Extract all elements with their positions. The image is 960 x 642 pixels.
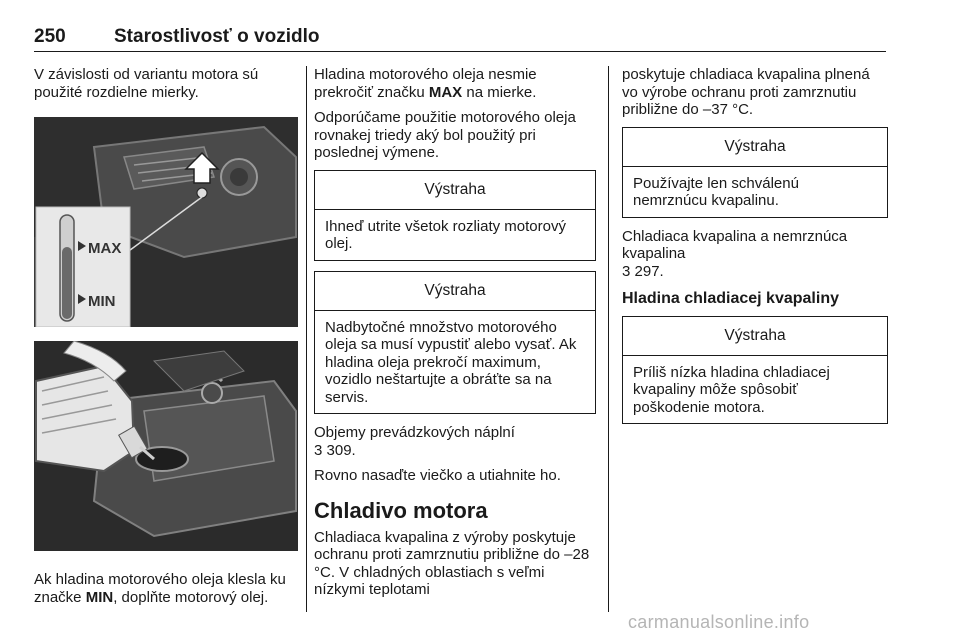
capacities-text: Objemy prevádzkových náplní bbox=[314, 424, 515, 441]
warning-body: Príliš nízka hladina chladiacej kvapaliny môže spôsobiť poškodenie motora. bbox=[633, 363, 830, 416]
intro-text: V závislosti od variantu motora sú použité rozdielne mierky. bbox=[34, 66, 259, 101]
dipstick-illustration bbox=[34, 117, 298, 327]
column-middle bbox=[314, 66, 596, 607]
column-left bbox=[34, 66, 300, 614]
column-divider bbox=[608, 66, 609, 612]
cap-instruction-text: Rovno nasaďte viečko a utiahnite ho. bbox=[314, 467, 561, 484]
caption-text: Ak hladina motorového oleja klesla ku značke bbox=[34, 571, 286, 606]
oil-max-text bbox=[314, 66, 596, 101]
oil-max-text-start: Hladina motorového oleja nesmie prekročiť značku bbox=[314, 66, 537, 101]
warning-body: Ihneď utrite všetok rozliaty motorový olej. bbox=[325, 217, 566, 252]
warning-title: Výstraha bbox=[315, 272, 595, 311]
warning-title: Výstraha bbox=[623, 317, 887, 356]
coolant-intro-text: Chladiaca kvapalina z výroby poskytuje ochranu proti zamrznutiu približne do –28 °C. V chladných oblastiach s veľmi nízkymi teplotami bbox=[314, 528, 590, 598]
coolant-continued-text: poskytuje chladiaca kvapalina plnená vo výrobe ochranu proti zamrznutiu približne do –37 °C. bbox=[622, 66, 870, 118]
warning-body: Nadbytočné množstvo motorového oleja sa musí vypustiť alebo vysať. Ak hladina oleja prekročí maximum, vozidlo neštartujte a obráťte sa na servis. bbox=[325, 318, 577, 406]
warning-box bbox=[622, 316, 888, 425]
page-number: 250 bbox=[34, 26, 66, 47]
dipstick-max-label: MAX bbox=[88, 240, 122, 257]
page-reference-link[interactable]: 3 297. bbox=[622, 262, 664, 280]
warning-box bbox=[314, 271, 596, 415]
warning-title: Výstraha bbox=[315, 171, 595, 210]
figure-caption bbox=[34, 571, 300, 606]
page-reference-link[interactable]: 3 309. bbox=[314, 441, 356, 459]
subsection-heading: Hladina chladiacej kvapaliny bbox=[622, 290, 839, 307]
oil-refill-illustration bbox=[34, 341, 298, 551]
section-heading: Chladivo motora bbox=[314, 497, 488, 523]
column-right bbox=[622, 66, 888, 434]
column-divider bbox=[306, 66, 307, 612]
oil-recommendation-text: Odporúčame použitie motorového oleja rovnakej triedy aký bol použitý pri poslednej výmene. bbox=[314, 109, 576, 161]
caption-min-mark: MIN bbox=[85, 588, 114, 606]
capacities-reference bbox=[314, 424, 596, 459]
watermark: carmanualsonline.info bbox=[628, 612, 810, 632]
warning-box bbox=[314, 170, 596, 261]
warning-box bbox=[622, 127, 888, 218]
caption-text-end: , doplňte motorový olej. bbox=[113, 588, 269, 606]
page-header bbox=[34, 26, 886, 50]
header-rule bbox=[34, 51, 886, 52]
dipstick-min-label: MIN bbox=[88, 293, 116, 310]
antifreeze-reference bbox=[622, 228, 888, 281]
page-title: Starostlivosť o vozidlo bbox=[114, 26, 320, 47]
antifreeze-text: Chladiaca kvapalina a nemrznúca kvapalina bbox=[622, 227, 848, 262]
warning-title: Výstraha bbox=[623, 128, 887, 167]
oil-max-mark: MAX bbox=[428, 83, 463, 101]
warning-body: Používajte len schválenú nemrznúcu kvapalinu. bbox=[633, 174, 799, 209]
oil-max-text-end: na mierke. bbox=[462, 83, 537, 101]
